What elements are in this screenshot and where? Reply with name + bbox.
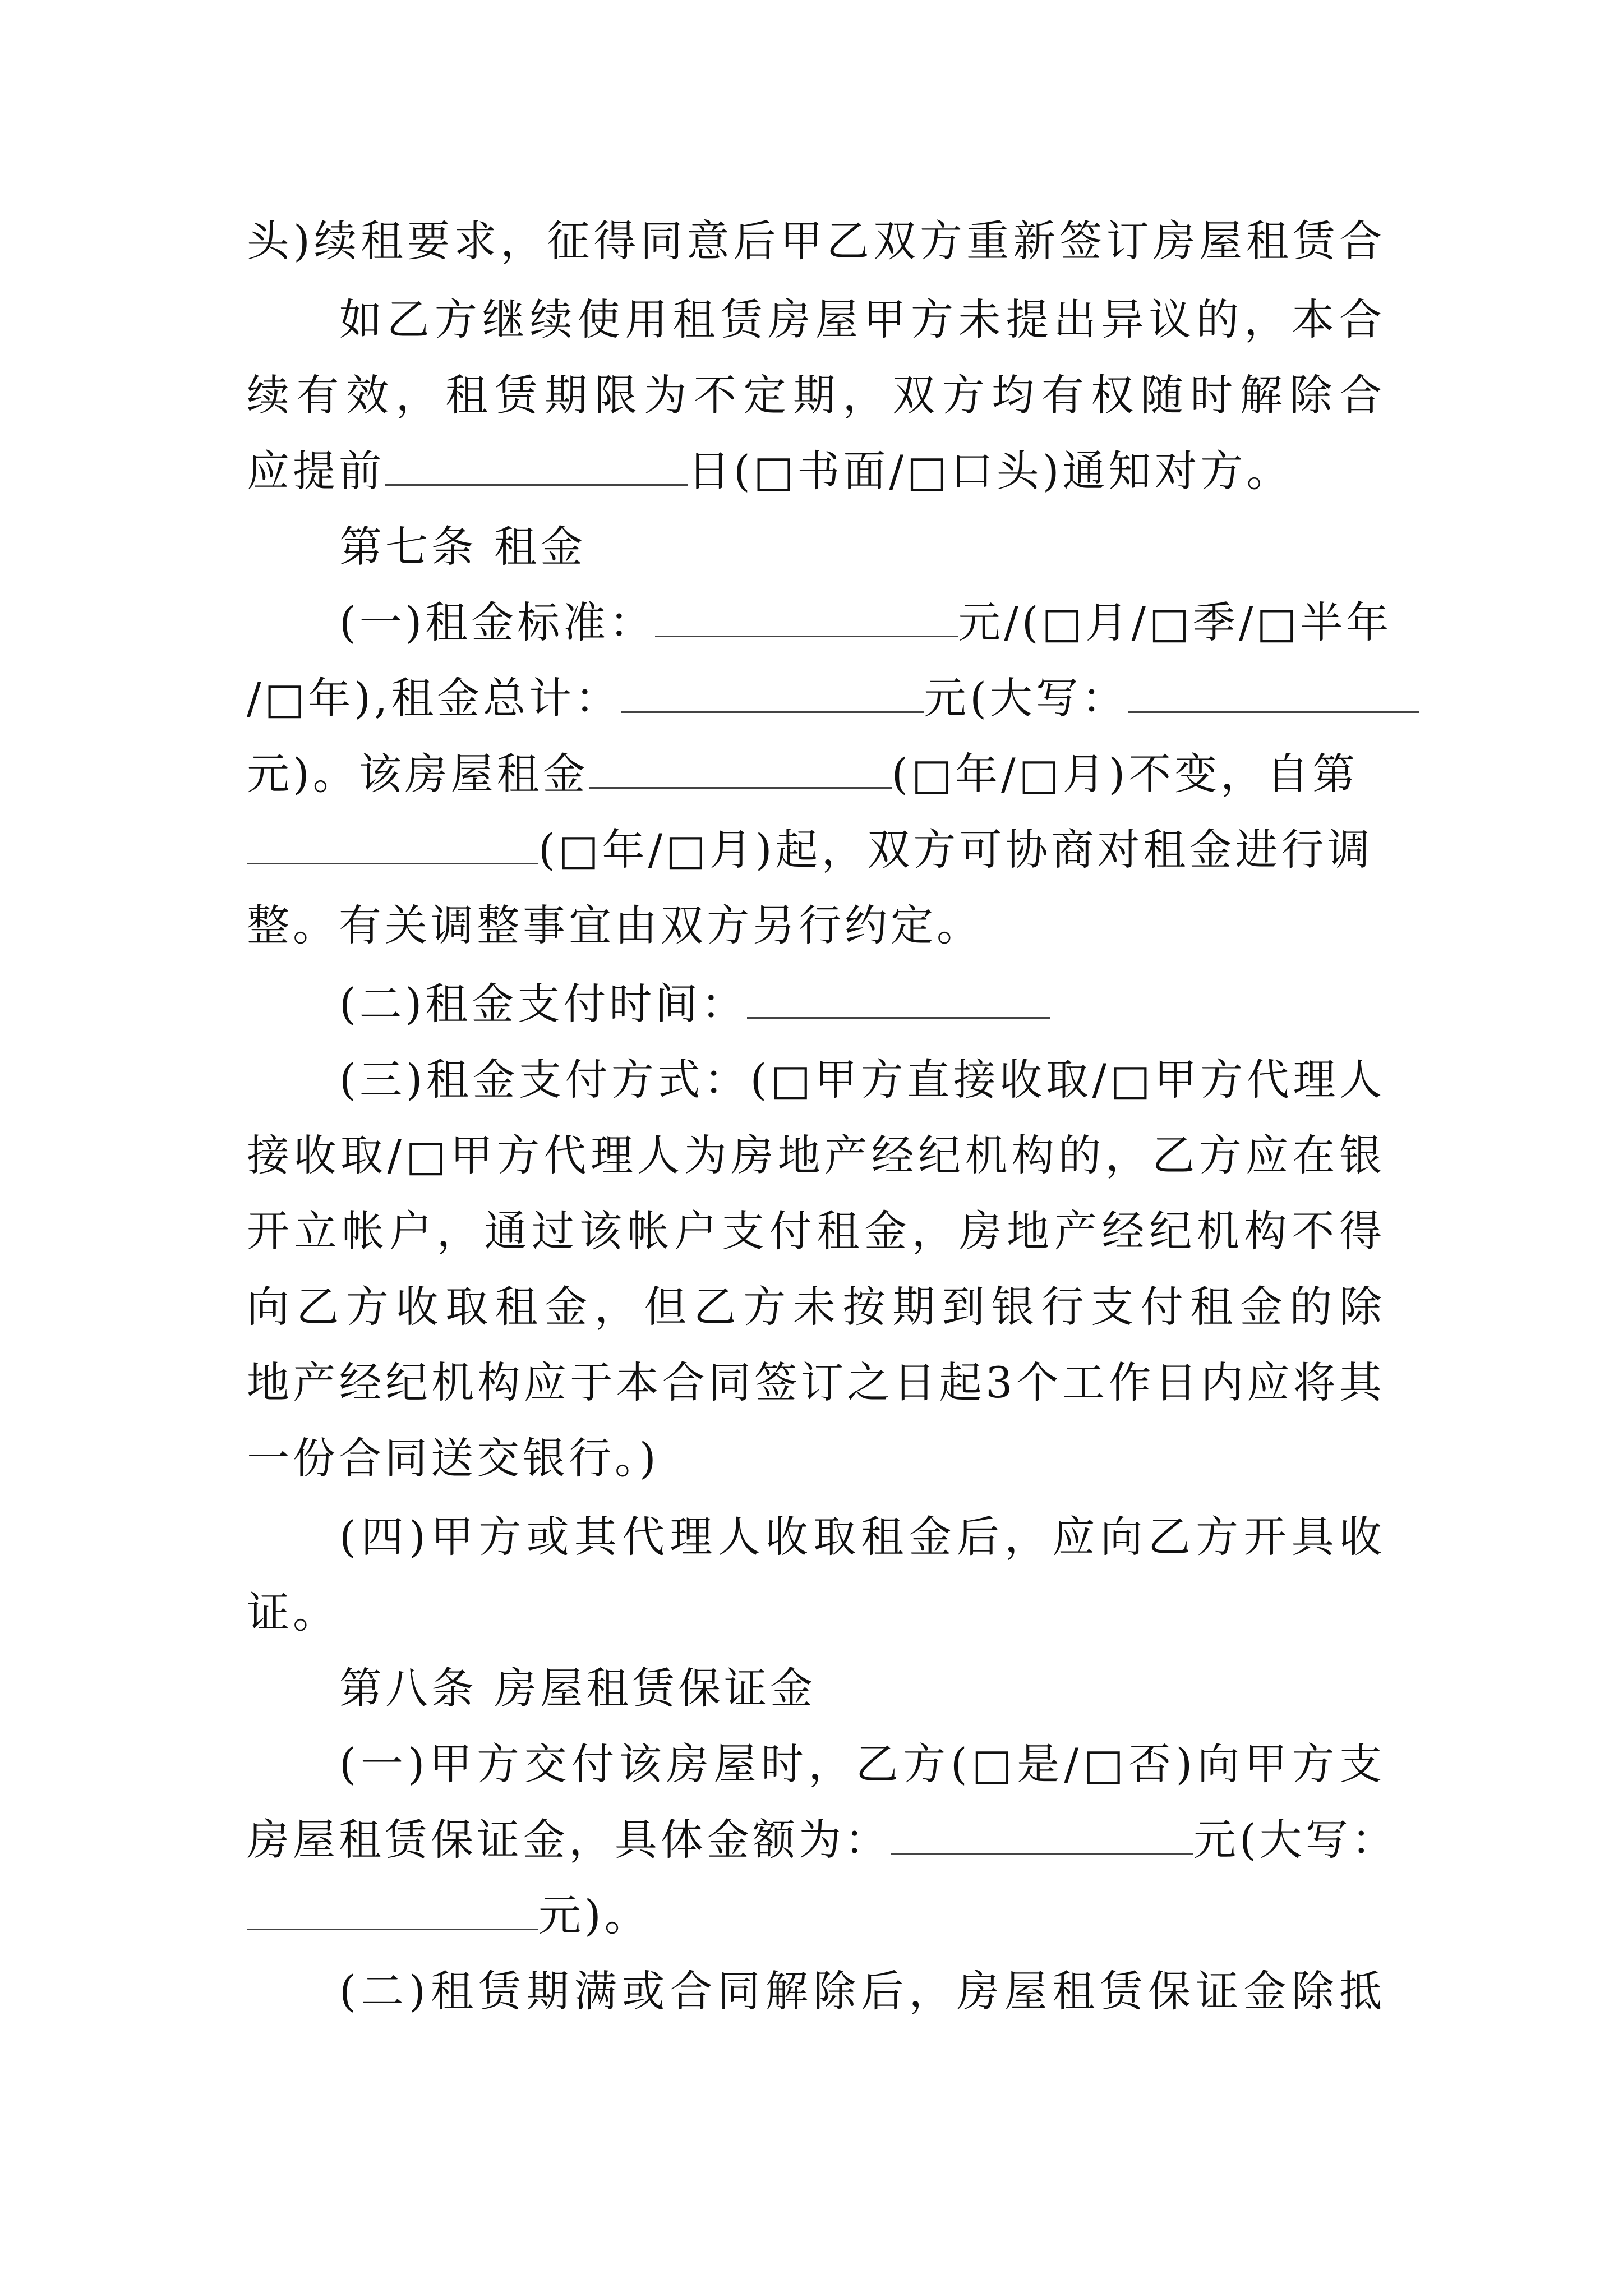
text-line: 接收取/□甲方代理人为房地产经纪机构的，乙方应在银: [247, 1130, 1385, 1180]
text-line: 头)续租要求，征得同意后甲乙双方重新签订房屋租赁合: [247, 216, 1385, 266]
text-line: 整。有关调整事宜由双方另行约定。: [247, 900, 983, 950]
text-line: 元)。该房屋租金 (□年/□月)不变，自第: [247, 749, 1359, 799]
text-line: 开立帐户，通过该帐户支付租金，房地产经纪机构不得: [247, 1206, 1385, 1256]
section-heading: 第七条 租金: [339, 522, 587, 572]
text-line: 应提前 日(□书面/□口头)通知对方。: [247, 446, 1293, 496]
text-line: /□年),租金总计： 元(大写：: [247, 670, 1385, 726]
text-line: (□年/□月)起，双方可协商对租金进行调: [247, 822, 1385, 878]
fill-in-blank: [747, 978, 1050, 1019]
fill-in-blank: [621, 672, 924, 713]
fill-in-blank: [247, 823, 538, 864]
text-line: 向乙方收取租金，但乙方未按期到银行支付租金的除: [247, 1282, 1385, 1332]
text-line: 续有效，租赁期限为不定期，双方均有权随时解除合: [247, 370, 1385, 420]
text-line: (四)甲方或其代理人收取租金后，应向乙方开具收: [339, 1512, 1385, 1562]
text-line: 地产经纪机构应于本合同签订之日起3个工作日内应将其: [247, 1358, 1385, 1407]
fill-in-blank: [891, 1814, 1193, 1855]
text-line: (三)租金支付方式：(□甲方直接收取/□甲方代理人: [339, 1055, 1385, 1105]
fill-in-blank: [1128, 672, 1419, 713]
fill-in-blank: [655, 596, 958, 637]
section-heading: 第八条 房屋租赁保证金: [339, 1663, 817, 1713]
fill-in-blank: [589, 748, 892, 789]
text-line: (二)租赁期满或合同解除后，房屋租赁保证金除抵: [339, 1966, 1385, 2016]
text-line: 证。: [247, 1588, 339, 1637]
text-line: 如乙方继续使用租赁房屋甲方未提出异议的，本合: [339, 295, 1385, 344]
text-line: (一)甲方交付该房屋时，乙方(□是/□否)向甲方支: [339, 1739, 1385, 1789]
text-line: (一)租金标准： 元/(□月/□季/□半年: [339, 597, 1393, 647]
text-line: 房屋租赁保证金，具体金额为： 元(大写：: [247, 1815, 1398, 1865]
fill-in-blank: [385, 445, 688, 486]
fill-in-blank: [247, 1889, 538, 1930]
text-line: 一份合同送交银行。): [247, 1433, 660, 1483]
text-line: (二)租金支付时间：: [339, 976, 1385, 1032]
text-line: 元)。: [247, 1888, 1385, 1944]
